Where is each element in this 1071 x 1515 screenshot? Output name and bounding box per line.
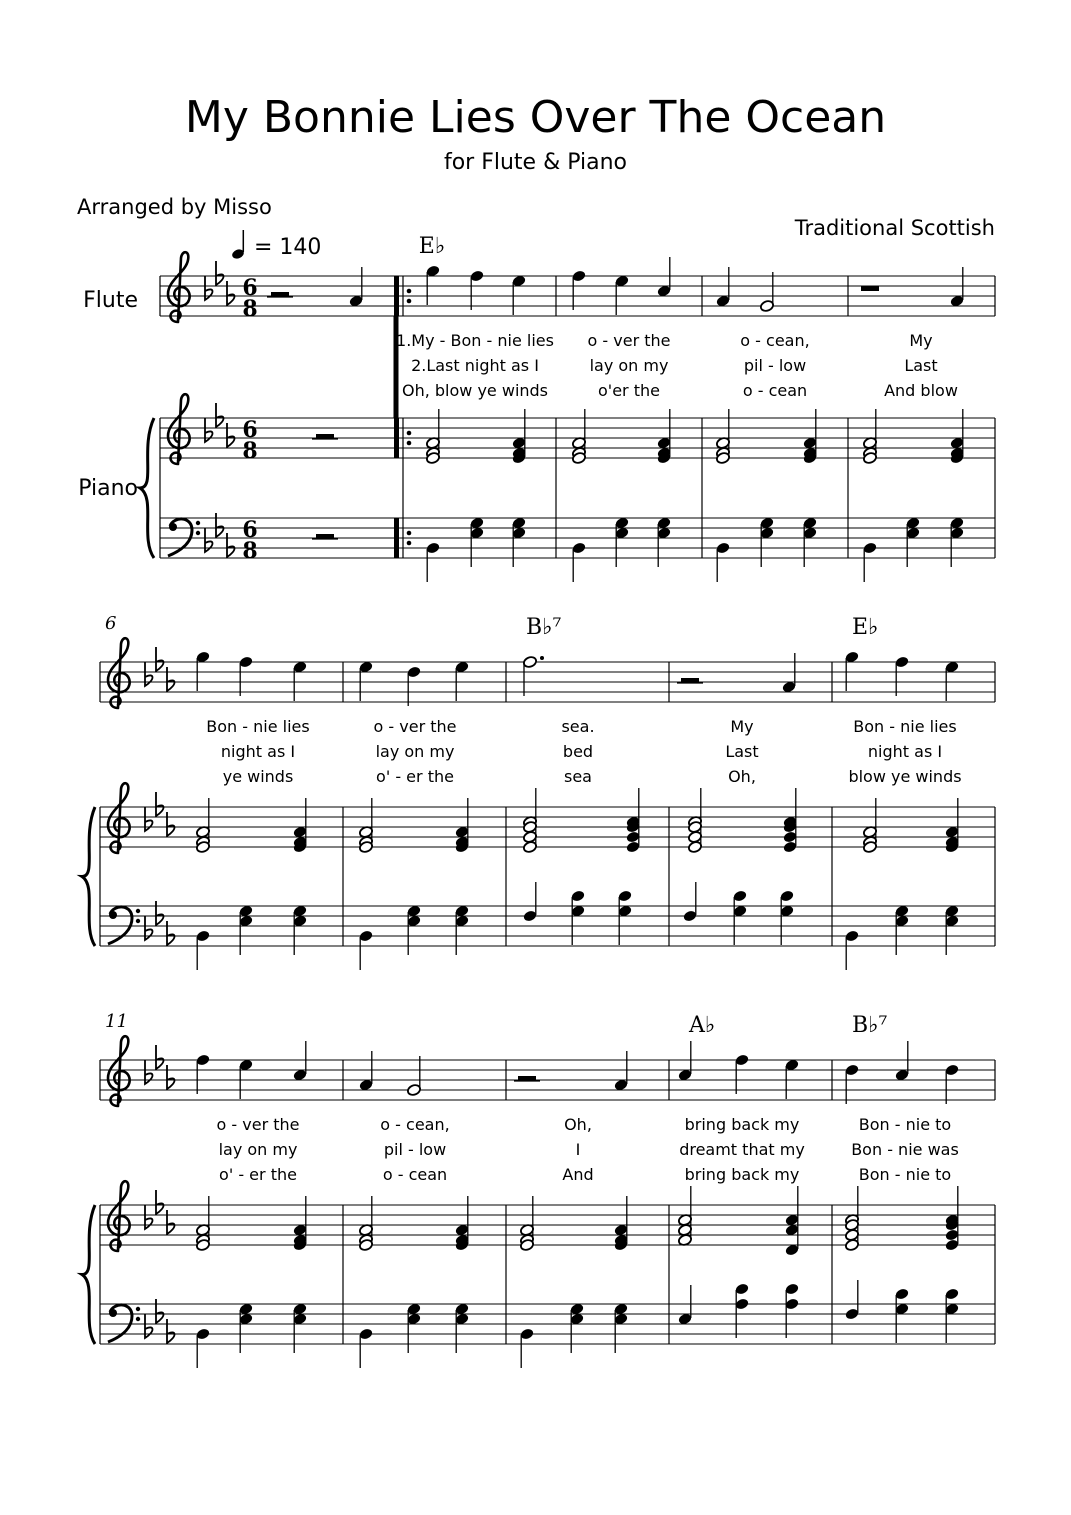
lyric-line: o - ver the [373,717,457,736]
flat-icon [227,533,235,557]
treble-clef-icon [108,783,130,853]
lyric-line: night as I [220,742,296,761]
lyric-line: o - ver the [216,1115,300,1134]
lyric-line: sea. [561,717,595,736]
flat-icon [167,1065,175,1089]
time-signature-top: 6 [242,275,258,301]
lyric-line: bring back my [684,1165,800,1184]
lyric-line: o - cean [742,381,808,400]
repeat-dot [407,441,412,446]
flat-icon [227,423,235,447]
flat-icon [156,901,164,925]
half-rest-icon [316,534,334,539]
score-subtitle: for Flute & Piano [443,150,628,175]
treble-clef-icon [108,638,130,708]
flat-icon [167,921,175,945]
lyric-line: Bon - nie lies [853,717,957,736]
lyric-line: o - cean [382,1165,448,1184]
lyric-line: bed [562,742,594,761]
repeat-thick-bar [394,518,399,558]
lyric-line: lay on my [589,356,669,375]
time-signature-bottom: 8 [242,296,258,322]
time-signature-bottom: 8 [242,538,258,564]
lyric-line: pil - low [743,356,807,375]
flat-icon [156,1299,164,1323]
half-rest-icon [681,678,699,683]
lyric-line: sea [564,767,592,786]
lyric-line: o' - er the [219,1165,297,1184]
repeat-dot [407,299,412,304]
flat-icon [167,812,175,836]
flat-icon [167,1210,175,1234]
measure-number: 6 [105,613,117,634]
chord-symbol: A♭ [689,1013,716,1038]
treble-clef-icon [168,252,190,322]
flute-note [522,655,537,668]
flat-icon [167,667,175,691]
lyric-line: o - cean, [740,331,810,350]
repeat-thick-bar [394,276,399,316]
lyric-line: o'er the [598,381,660,400]
lyric-line: Oh, [564,1115,592,1134]
lyric-line: I [575,1140,581,1159]
repeat-dot [407,431,412,436]
flat-icon [216,513,224,537]
repeat-dot [407,541,412,546]
flat-icon [156,647,164,671]
lyric-line: My [730,717,754,736]
lyric-line: pil - low [383,1140,447,1159]
lyric-line: bring back my [684,1115,800,1134]
treble-clef-icon [168,394,190,464]
lyric-line: Last [725,742,759,761]
lyric-line: Bon - nie to [858,1115,952,1134]
time-signature-top: 6 [242,517,258,543]
measure-number: 11 [105,1011,128,1032]
lyric-line: And [562,1165,594,1184]
half-rest-icon [271,292,289,297]
lyric-line: Bon - nie lies [206,717,310,736]
flat-icon [216,403,224,427]
chord-symbol: B♭⁷ [526,615,562,640]
piano-brace [82,1205,95,1344]
flute-label: Flute [83,288,138,313]
lyric-line: Bon - nie to [858,1165,952,1184]
flat-icon [156,792,164,816]
chord-symbol: E♭ [852,615,879,640]
flat-icon [156,1190,164,1214]
piano-brace [140,418,154,558]
repeat-dot [407,531,412,536]
half-rest-icon [518,1076,536,1081]
flat-icon [227,281,235,305]
time-signature-top: 6 [242,417,258,443]
flat-icon [156,1045,164,1069]
piano-brace [82,807,95,946]
lyric-line: ye winds [222,767,294,786]
lyric-line: lay on my [375,742,455,761]
half-rest-icon [316,434,334,439]
lyric-line: o - ver the [587,331,671,350]
dot [540,656,544,660]
tempo-value: = 140 [254,235,322,260]
lyric-line: o - cean, [380,1115,450,1134]
lyric-line: lay on my [218,1140,298,1159]
lyric-line: 2.Last night as I [411,356,539,375]
lyric-line: Oh, [728,767,756,786]
repeat-thick-bar [394,418,399,458]
lyric-line: 1.My - Bon - nie lies [396,331,554,350]
lyric-line: Last [904,356,938,375]
lyric-line: o' - er the [376,767,454,786]
time-signature-bottom: 8 [242,438,258,464]
arranger-credit: Arranged by Misso [77,195,272,219]
lyric-line: night as I [867,742,943,761]
lyric-line: And blow [884,381,958,400]
lyric-line: dreamt that my [679,1140,805,1159]
flat-icon [216,261,224,285]
score-title: My Bonnie Lies Over The Ocean [184,92,887,143]
chord-symbol: B♭⁷ [852,1013,888,1038]
lyric-line: Oh, blow ye winds [401,381,549,400]
repeat-dot [407,289,412,294]
lyric-line: My [909,331,933,350]
piano-label: Piano [78,476,138,501]
treble-clef-icon [108,1181,130,1251]
whole-rest-icon [861,286,879,291]
treble-clef-icon [108,1036,130,1106]
lyric-line: blow ye winds [848,767,962,786]
lyric-line: Bon - nie was [851,1140,959,1159]
chord-symbol: E♭ [418,234,446,259]
flat-icon [167,1319,175,1343]
composer-credit: Traditional Scottish [794,216,995,240]
